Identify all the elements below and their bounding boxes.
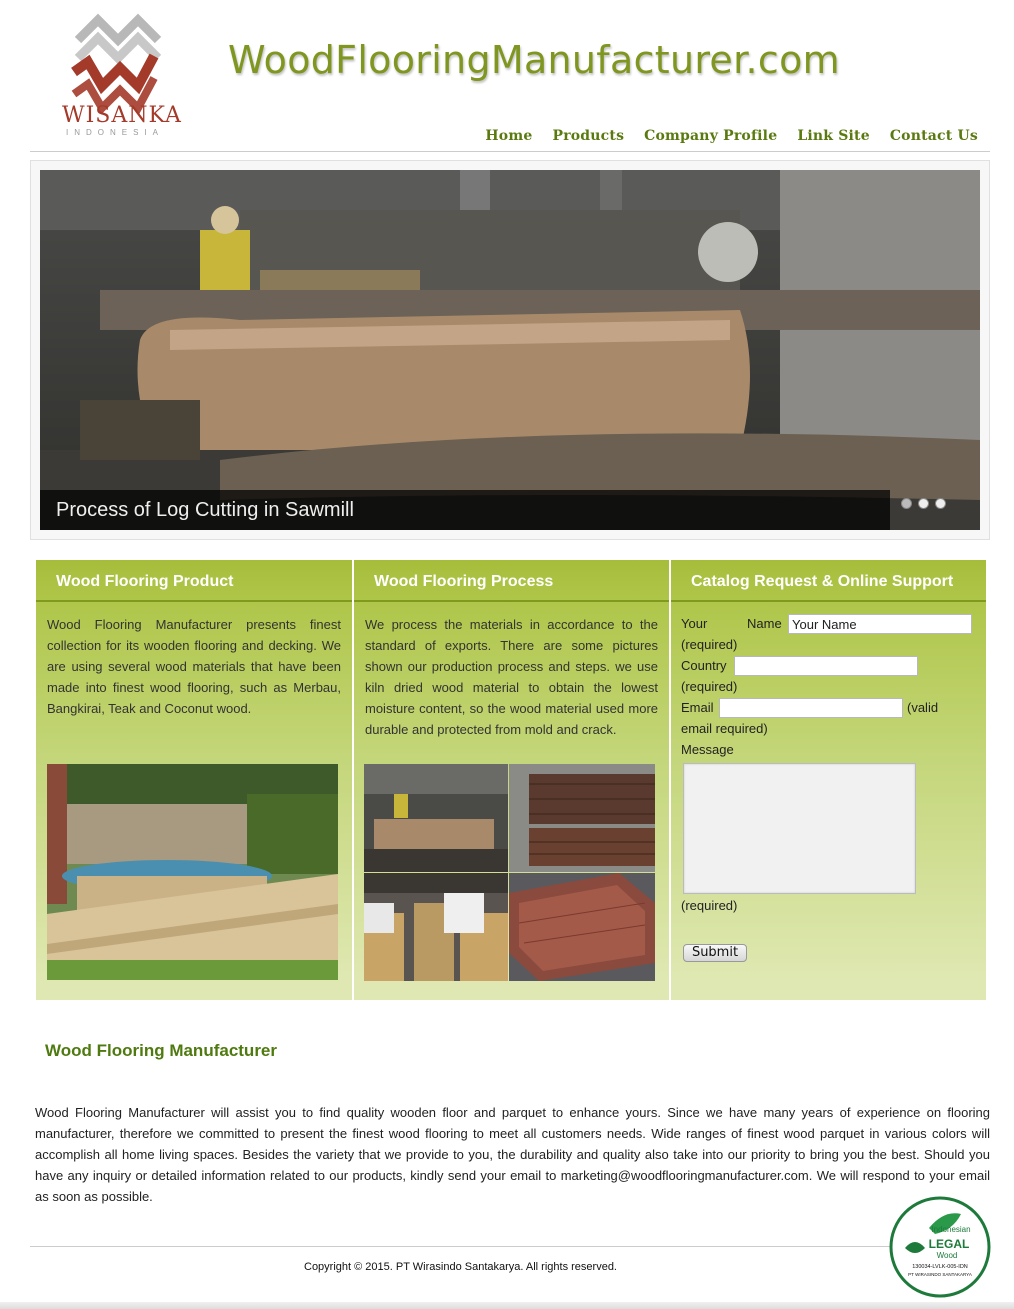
- slider-dot-2[interactable]: [918, 498, 929, 509]
- image-slider[interactable]: [30, 160, 990, 540]
- nav-contact-us[interactable]: Contact Us: [889, 128, 978, 144]
- email-required-note: email required): [681, 721, 768, 736]
- article-title: Wood Flooring Manufacturer: [45, 1041, 278, 1060]
- process-photo-sawmill[interactable]: [364, 764, 508, 872]
- email-input[interactable]: [719, 698, 903, 718]
- your-label: Your: [681, 616, 708, 631]
- name-required: (required): [681, 637, 738, 652]
- country-label: Country: [681, 658, 727, 673]
- name-input[interactable]: [788, 614, 972, 634]
- badge-code: 130034-LVLK-005-IDN: [912, 1264, 968, 1270]
- country-input[interactable]: [734, 656, 918, 676]
- email-label: Email: [681, 700, 714, 715]
- badge-company: PT WIRASINDO SANTAKARYA: [908, 1272, 972, 1277]
- logo-wordmark: WISANKA: [62, 103, 182, 128]
- header-divider: [30, 151, 990, 152]
- badge-line1: Indonesian: [931, 1225, 971, 1234]
- legal-wood-badge-icon[interactable]: [889, 1196, 991, 1298]
- product-panel-title: Wood Flooring Product: [36, 560, 352, 602]
- slide-image-sawmill[interactable]: [40, 170, 980, 530]
- footer-divider: [30, 1246, 930, 1247]
- submit-button[interactable]: Submit: [683, 944, 747, 962]
- slide-caption-text: Process of Log Cutting in Sawmill: [56, 499, 354, 521]
- name-label: Name: [747, 616, 782, 631]
- badge-line3: Wood: [936, 1251, 958, 1260]
- process-photo-lumber-stack[interactable]: [509, 764, 655, 872]
- nav-link-site[interactable]: Link Site: [797, 128, 870, 144]
- catalog-request-form: [681, 613, 981, 916]
- process-photo-grid: [364, 764, 655, 982]
- site-header: [0, 0, 1014, 152]
- process-panel: [354, 560, 669, 1000]
- country-required: (required): [681, 679, 738, 694]
- process-photo-warehouse[interactable]: [364, 873, 508, 981]
- slider-dot-3[interactable]: [935, 498, 946, 509]
- catalog-panel-title: Catalog Request & Online Support: [671, 560, 986, 602]
- nav-products[interactable]: Products: [552, 128, 625, 144]
- slider-dots: [901, 498, 946, 509]
- message-textarea[interactable]: [683, 763, 916, 894]
- main-nav: [465, 128, 978, 144]
- product-panel-text: Wood Flooring Manufacturer presents finest collection for its wooden flooring and decking. We are using several wood materials that have been made into finest wood flooring, such as Merbau, Bangkirai, Teak and Coconut wood.: [47, 617, 341, 716]
- process-panel-title: Wood Flooring Process: [354, 560, 669, 602]
- message-required: (required): [681, 898, 738, 913]
- nav-home[interactable]: Home: [485, 128, 533, 144]
- process-photo-finished-floor[interactable]: [509, 873, 655, 981]
- valid-email-note: (valid: [907, 700, 939, 715]
- site-title: WoodFlooringManufacturer.com: [228, 38, 840, 82]
- badge-line2: LEGAL: [928, 1237, 970, 1251]
- product-panel: [36, 560, 352, 1000]
- slider-dot-1[interactable]: [901, 498, 912, 509]
- slide-caption: [40, 490, 890, 530]
- copyright-text: Copyright © 2015. PT Wirasindo Santakarya. All rights reserved.: [304, 1261, 617, 1273]
- process-panel-text: We process the materials in accordance to the standard of exports. There are some pictures shown our production process and steps. we use kiln dried wood material to obtain the lowest moisture content, so the wood material used more durable and protected from mold and crack.: [365, 617, 658, 737]
- nav-company-profile[interactable]: Company Profile: [644, 128, 778, 144]
- page-bottom-bar: [0, 1302, 1014, 1309]
- message-label: Message: [681, 742, 734, 757]
- article-body: Wood Flooring Manufacturer will assist you to find quality wooden floor and parquet to enhance yours. Since we have many years of experience on flooring manufacturer, therefore we committed to present the finest wood flooring to meet all customers needs. Wide ranges of finest wood parquet in various colors will accomplish all home living spaces. Besides the variety that we provide to you, the durability and quality also take into our priority to bring you the best. Should you have any inquiry or detailed information related to our products, kindly send your email to marketing@woodflooringmanufacturer.com. We will respond to your email as soon as possible.: [35, 1105, 990, 1204]
- catalog-panel: [671, 560, 986, 1000]
- logo-subtitle: INDONESIA: [66, 128, 165, 137]
- pool-deck-photo[interactable]: [47, 764, 338, 980]
